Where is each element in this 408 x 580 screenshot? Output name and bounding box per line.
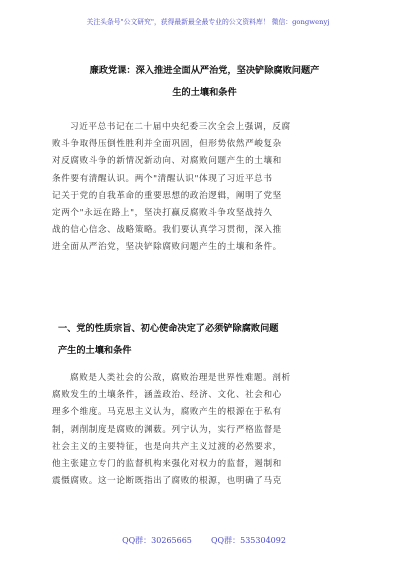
- paragraph-line: 制，剥削制度是腐败的渊薮。列宁认为，实行严格监督是: [52, 424, 282, 435]
- section-heading-line-2: 产生的土壤和条件: [58, 345, 132, 356]
- document-title-line-2: 生的土壤和条件: [172, 87, 237, 98]
- paragraph-line: 条件要有清醒认识。两个"清醒认识"体现了习近平总书: [52, 173, 273, 184]
- paragraph-line: 记关于党的自我革命的重要思想的政治逻辑，阐明了党坚: [52, 190, 282, 201]
- paragraph-line: 他主张建立专门的监督机构来强化对权力的监督，遏制和: [52, 459, 282, 470]
- paragraph-line: 震慑腐败。这一论断既指出了腐败的根源，也明确了马克: [52, 476, 282, 487]
- header-banner: 关注头条号"公文研究"，获得最新最全最专业的公文资料库！ 微信：gongwenyj: [86, 18, 330, 26]
- document-title: [52, 60, 357, 104]
- paragraph-line: 败斗争取得压倒性胜利并全面巩固，但形势依然严峻复杂: [52, 139, 282, 150]
- paragraph-line: 习近平总书记在二十届中央纪委三次全会上强调，反腐: [70, 122, 291, 132]
- footer: [0, 535, 408, 546]
- paragraph-line: 社会主义的主要特征，也是向共产主义过渡的必然要求，: [52, 441, 282, 452]
- section-heading: [58, 318, 356, 362]
- paragraph-line: 定两个"永远在路上"，坚决打赢反腐败斗争攻坚战持久: [52, 208, 273, 219]
- paragraph-line: 进全面从严治党，坚决铲除腐败问题产生的土壤和条件。: [52, 242, 282, 253]
- paragraph-line: 理多个维度。马克思主义认为，腐败产生的根源在于私有: [52, 407, 282, 418]
- paragraph-line: 对反腐败斗争的新情况新动向、对腐败问题产生的土壤和: [52, 156, 282, 167]
- paragraph-line: 腐败是人类社会的公敌，腐败治理是世界性难题。剖析: [70, 373, 291, 383]
- section-paragraph: [52, 370, 357, 490]
- footer-qq-group-2: QQ群：535304092: [211, 536, 286, 545]
- paragraph-line: 战的信心信念、战略策略。我们要认真学习贯彻，深入推: [52, 225, 282, 236]
- footer-qq-group-1: QQ群：30265665: [122, 536, 192, 545]
- section-heading-line-1: 一、党的性质宗旨、初心使命决定了必须铲除腐败问题: [58, 323, 279, 334]
- intro-paragraph: [52, 119, 357, 257]
- document-title-line-1: 廉政党课：深入推进全面从严治党，坚决铲除腐败问题产: [89, 65, 320, 76]
- paragraph-line: 腐败发生的土壤条件，涵盖政治、经济、文化、社会和心: [52, 390, 282, 401]
